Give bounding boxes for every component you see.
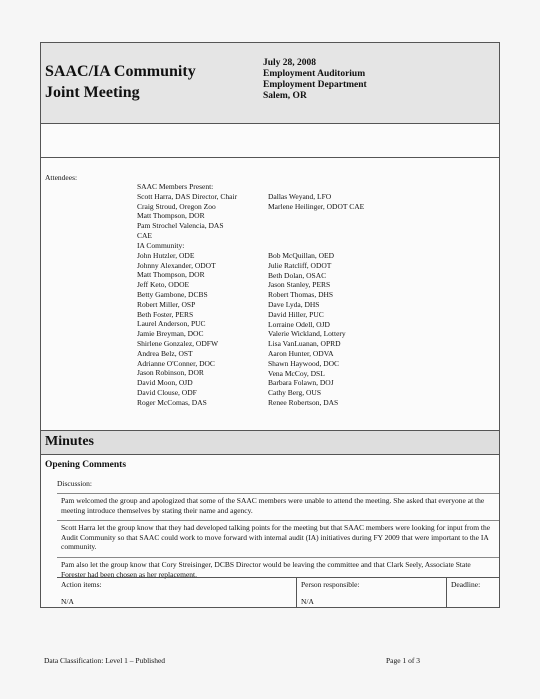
attendee: Julie Ratcliff, ODOT — [268, 260, 332, 270]
meeting-location: Employment Auditorium — [263, 69, 366, 79]
ia-heading: IA Community: — [137, 241, 185, 250]
discussion-label: Discussion: — [57, 479, 93, 488]
attendee: Laurel Anderson, PUC — [137, 319, 206, 329]
discussion-paragraph: Pam also let the group know that Cory Streisinger, DCBS Director would be leaving the committee and that Clark Seely, Associate State Forester had been chosen as her replacement. — [57, 557, 499, 577]
attendee: Jamie Breyman, DOC — [137, 329, 204, 339]
attendee: Valerie Wickland, Lottery — [268, 329, 346, 339]
attendee: Jason Robinson, DOR — [137, 368, 204, 378]
person-responsible-cell — [297, 578, 447, 608]
person-responsible-label: Person responsible: — [301, 580, 360, 589]
title-line-2: Joint Meeting — [45, 84, 140, 101]
action-items-label: Action items: — [61, 580, 102, 589]
blank-row — [41, 123, 499, 158]
attendee: Adrianne O'Conner, DOC — [137, 358, 215, 368]
minutes-heading: Minutes — [45, 434, 94, 449]
meeting-title — [45, 61, 196, 103]
attendee: Shawn Haywood, DOC — [268, 358, 340, 368]
discussion-paragraph: Scott Harra let the group know that they had developed talking points for the meeting but that SAAC members were looking for input from the Audit Community so that SAAC could work to move forward with internal audit (IA) initiatives during FY 2009 that were important to the IA community. — [57, 520, 499, 557]
attendee: John Hutzler, ODE — [137, 250, 195, 260]
saac-right-column — [268, 192, 364, 212]
attendee: Matt Thompson, DOR — [137, 270, 205, 280]
attendee: Dave Lyda, DHS — [268, 299, 320, 309]
attendee: Beth Foster, PERS — [137, 309, 194, 319]
title-line-1: SAAC/IA Community — [45, 63, 196, 80]
attendee: Lisa VanLuanan, OPRD — [268, 339, 341, 349]
attendee: Bob McQuillan, OED — [268, 251, 335, 260]
meeting-date: July 28, 2008 — [263, 58, 317, 68]
attendee: Barbara Folawn, DOJ — [268, 378, 334, 388]
discussion-paragraph: Pam welcomed the group and apologized that some of the SAAC members were unable to attend the meeting. She asked that everyone at the meeting introduce themselves by stating their name and agency. — [57, 493, 499, 520]
attendee: Andrea Belz, OST — [137, 348, 193, 358]
ia-right-column — [268, 251, 346, 408]
deadline-label: Deadline: — [451, 580, 481, 589]
attendee: Betty Gambone, DCBS — [137, 289, 208, 299]
attendee: Jason Stanley, PERS — [268, 280, 331, 290]
attendee: Jeff Keto, ODOE — [137, 280, 190, 290]
attendees-label: Attendees: — [45, 173, 78, 182]
attendee: Matt Thompson, DOR — [137, 211, 205, 221]
action-items-row — [57, 577, 499, 608]
attendee: Shirlene Gonzalez, ODFW — [137, 338, 219, 348]
attendee: Craig Stroud, Oregon Zoo — [137, 201, 216, 211]
section-title: Opening Comments — [45, 460, 127, 470]
attendee: CAE — [137, 230, 152, 240]
attendee: Pam Strochel Valencia, DAS — [137, 221, 224, 231]
attendee: Renee Robertson, DAS — [268, 397, 339, 407]
attendee: Marlene Heilinger, ODOT CAE — [268, 201, 365, 211]
attendee: David Moon, OJD — [137, 378, 193, 388]
attendee: Aaron Hunter, ODVA — [268, 348, 334, 358]
action-items-value: N/A — [61, 597, 74, 606]
saac-heading: SAAC Members Present: — [137, 182, 214, 191]
attendee: Lorraine Odell, OJD — [268, 319, 330, 329]
attendee: David Hiller, PUC — [268, 309, 324, 319]
attendee: Johnny Alexander, ODOT — [137, 260, 216, 270]
page-number: Page 1 of 3 — [386, 656, 420, 665]
person-responsible-value: N/A — [301, 597, 314, 606]
attendee: Beth Dolan, OSAC — [268, 270, 327, 280]
attendee: Roger McComas, DAS — [137, 397, 207, 407]
action-items-cell — [57, 578, 297, 608]
meeting-meta — [263, 58, 367, 102]
attendee: Dallas Weyand, LFO — [268, 192, 332, 201]
attendee: Vena McCoy, DSL — [268, 368, 325, 378]
saac-left-column — [137, 182, 237, 241]
attendee: Robert Thomas, DHS — [268, 290, 334, 300]
meeting-city: Salem, OR — [263, 91, 307, 101]
meeting-department: Employment Department — [263, 80, 367, 90]
attendee: Robert Miller, OSP — [137, 299, 196, 309]
attendee: David Clouse, ODF — [137, 387, 197, 397]
document-header — [41, 43, 499, 124]
ia-left-column — [137, 241, 218, 408]
document-frame — [40, 42, 500, 608]
data-classification: Data Classification: Level 1 – Published — [44, 656, 166, 665]
attendee: Scott Harra, DAS Director, Chair — [137, 191, 238, 201]
minutes-header — [41, 430, 499, 455]
attendee: Cathy Berg, OUS — [268, 388, 321, 398]
deadline-cell — [447, 578, 499, 608]
